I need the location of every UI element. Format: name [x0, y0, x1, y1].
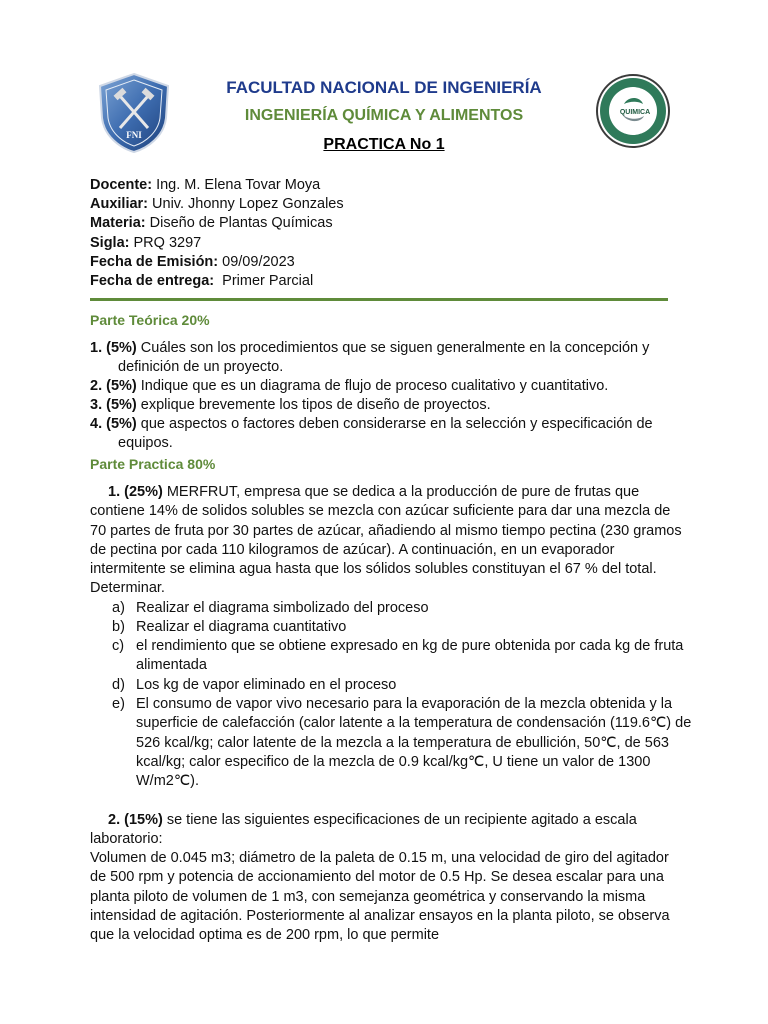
info-row-auxiliar: [90, 195, 344, 214]
item-letter: a): [112, 600, 125, 616]
info-value: 09/09/2023: [218, 253, 295, 270]
department-heading: INGENIERÍA QUÍMICA Y ALIMENTOS: [244, 107, 524, 124]
item-text: El consumo de vapor vivo necesario para la evaporación de la mezcla obtenida y la superficie de calefacción (calor latente a la temperatura de condensación (119.6℃) de 526 kcal/kg; calor latente de la mezcla a la temperatura de ebullición, 50℃, de 563 kcal/kg; calor especifico de la mezcla de 0.9 kcal/kg℃, U tiene un valor de 1300 W/m2℃).: [136, 696, 692, 790]
theory-question-4: [90, 415, 708, 453]
theory-section-title: Parte Teórica 20%: [90, 312, 210, 328]
problem-1-item-e: [112, 695, 706, 791]
info-label: Docente:: [90, 177, 153, 193]
item-text: Realizar el diagrama simbolizado del proceso: [136, 600, 429, 616]
problem-text: MERFRUT, empresa que se dedica a la producción de pure de frutas que contiene 14% de solidos solubles se mezcla con azúcar suficiente para dar una mezcla de 70 partes de fruta por 30 partes de azúcar, añadiendo al mismo tiempo pectina (230 gramos de pectina por cada 110 kilogramos de azúcar). A continuación, en un evaporador intermitente se elimina agua hasta que los sólidos solubles constituyan el 67 % del total. Determinar.: [90, 484, 682, 597]
problem-1-item-b: [112, 618, 706, 637]
info-row-docente: [90, 176, 344, 195]
question-number: 1. (5%): [90, 340, 137, 356]
info-value: Primer Parcial: [214, 273, 314, 290]
info-value: Ing. M. Elena Tovar Moya: [152, 177, 321, 193]
theory-question-1: [90, 339, 708, 377]
info-row-materia: [90, 214, 344, 233]
info-row-fecha-emision: [90, 253, 344, 272]
item-letter: b): [112, 619, 125, 635]
problem-text: se tiene las siguientes especificaciones de un recipiente agitado a escala laboratorio:: [90, 812, 637, 848]
info-row-sigla: [90, 234, 344, 253]
fni-logo-text: FNI: [126, 130, 142, 140]
question-text: explique brevemente los tipos de diseño de proyectos.: [136, 397, 491, 413]
practice-title: PRACTICA No 1: [323, 136, 445, 153]
theory-question-3: [90, 396, 708, 415]
question-number: 2. (5%): [90, 378, 137, 394]
problem-2-body: Volumen de 0.045 m3; diámetro de la paleta de 0.15 m, una velocidad de giro del agitador de 500 rpm y potencia de accionamiento del motor de 0.5 Hp. Se desea escalar para una planta piloto de volumen de 1 m3, con semejanza geométrica y conservando la misma intensidad de agitación. Posteriormente al analizar ensayos en la planta piloto, se observa que la velocidad optima es de 200 rpm, lo que permite: [90, 850, 670, 944]
problem-weight: (15%): [124, 812, 163, 828]
problem-number: 1.: [108, 484, 121, 500]
info-label: Sigla:: [90, 234, 130, 251]
problem-1-item-d: [112, 676, 706, 695]
problem-weight: (25%): [124, 484, 163, 500]
info-label: Fecha de Emisión:: [90, 253, 219, 270]
problem-1-statement: [90, 483, 682, 599]
question-text: Cuáles son los procedimientos que se siguen generalmente en la concepción y definición de un proyecto.: [118, 340, 650, 375]
problem-2-statement: [90, 811, 682, 850]
problem-1-item-a: [112, 599, 706, 618]
theory-question-2: [90, 377, 708, 396]
question-text: que aspectos o factores deben considerarse en la selección y especificación de equipos.: [118, 416, 653, 451]
info-label: Auxiliar:: [90, 196, 149, 213]
item-text: el rendimiento que se obtiene expresado en kg de pure obtenida por cada kg de fruta alimentada: [136, 638, 684, 674]
quimica-logo-text: QUIMICA: [619, 109, 651, 116]
item-text: Realizar el diagrama cuantitativo: [136, 619, 347, 635]
faculty-heading: FACULTAD NACIONAL DE INGENIERÍA: [226, 78, 542, 97]
info-value: Diseño de Plantas Químicas: [145, 215, 333, 232]
practice-section-title: Parte Practica 80%: [90, 456, 216, 472]
item-letter: e): [112, 696, 125, 712]
problem-number: 2.: [108, 812, 121, 828]
section-divider: [90, 298, 668, 301]
item-letter: c): [112, 638, 125, 654]
problem-1-item-c: [112, 637, 706, 676]
question-number: 3. (5%): [90, 397, 137, 413]
item-letter: d): [112, 677, 125, 693]
info-label: Fecha de entrega:: [90, 273, 215, 290]
info-value: Univ. Jhonny Lopez Gonzales: [148, 196, 344, 213]
info-row-fecha-entrega: [90, 272, 344, 291]
question-number: 4. (5%): [90, 416, 137, 432]
course-info: [90, 176, 344, 291]
item-text: Los kg de vapor eliminado en el proceso: [136, 677, 397, 693]
info-label: Materia:: [90, 215, 146, 232]
info-value: PRQ 3297: [129, 234, 202, 251]
question-text: Indique que es un diagrama de flujo de proceso cualitativo y cuantitativo.: [136, 378, 609, 394]
